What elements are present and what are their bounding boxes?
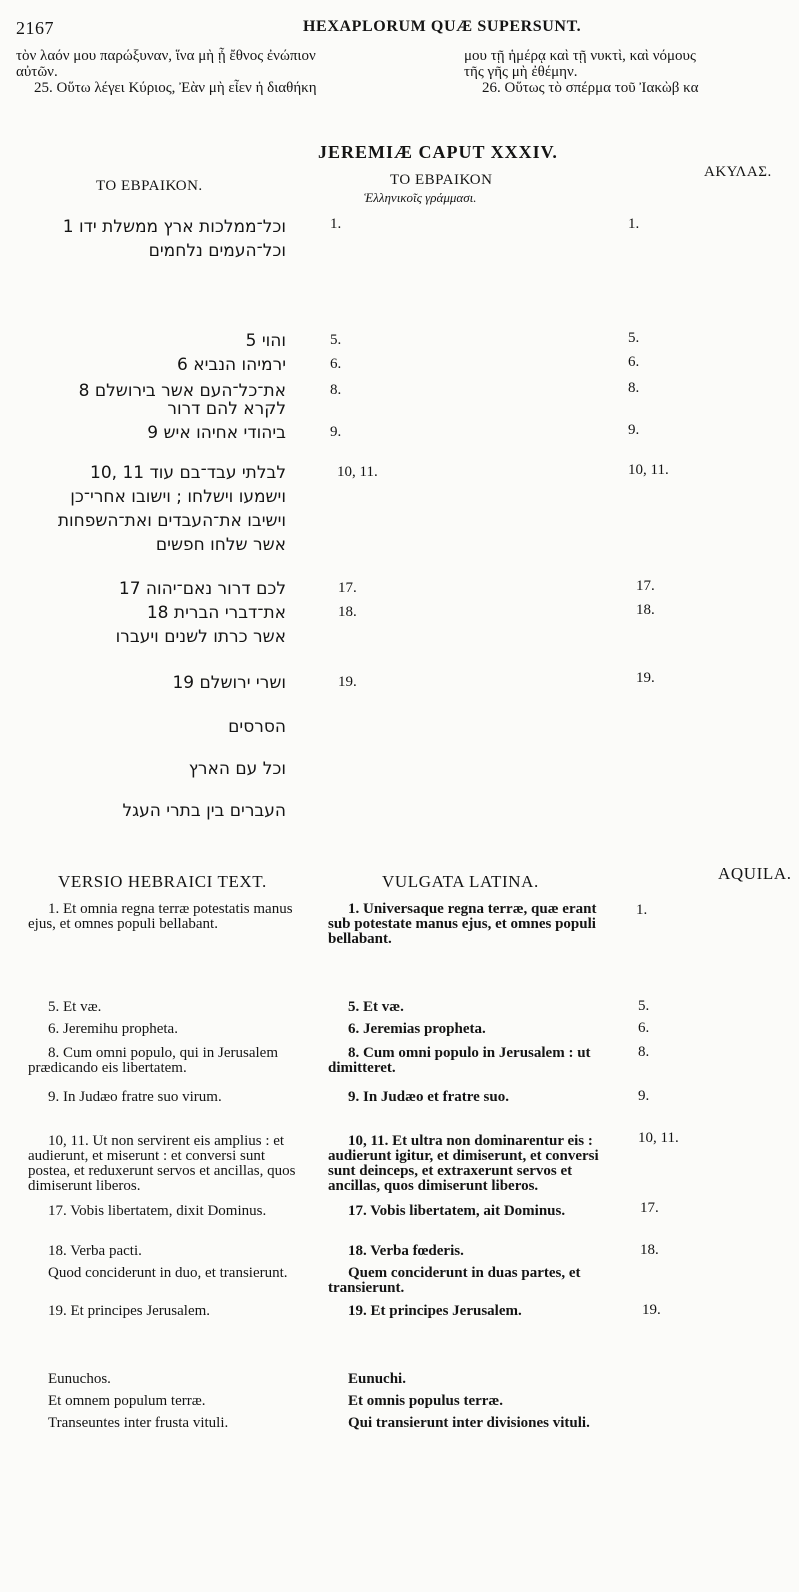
hebrew-line: הסרסים bbox=[228, 717, 286, 737]
greek-right-line-1: μου τῇ ἡμέρᾳ καὶ τῇ νυκτὶ, καὶ νόμους bbox=[464, 48, 696, 64]
hebrew-line: ביהודי אחיהו איש 9 bbox=[147, 423, 286, 443]
col-hebraikon-greek-header: ΤΟ ΕΒΡΑΙΚΟΝ bbox=[390, 172, 493, 188]
verse-number: 18. bbox=[640, 1242, 659, 1258]
vulgata-verse: 5. Et væ. bbox=[348, 999, 404, 1015]
hebrew-line: אשר שלחו חפשים bbox=[155, 535, 286, 555]
running-title: HEXAPLORUM QUÆ SUPERSUNT. bbox=[303, 18, 582, 35]
vulgata-verse: 19. Et principes Jerusalem. bbox=[348, 1303, 522, 1319]
versio-verse: 9. In Judæo fratre suo virum. bbox=[48, 1089, 222, 1105]
verse-number: 17. bbox=[640, 1200, 659, 1216]
hebrew-line: ושרי ירושלם 19 bbox=[172, 673, 286, 693]
hebrew-line: וישיבו את־העבדים ואת־השפחות bbox=[57, 511, 286, 531]
greek-left-line-1: τὸν λαόν μου παρώξυναν, ἵνα μὴ ᾖ ἔθνος ἐνώπιον bbox=[16, 48, 316, 64]
col-aquila-latin-header: AQUILA. bbox=[718, 864, 792, 883]
hebrew-line: והוי 5 bbox=[245, 331, 286, 351]
greek-right-line-3: 26. Οὕτως τὸ σπέρμα τοῦ Ἰακὼβ κα bbox=[482, 80, 699, 96]
verse-number: 10, 11. bbox=[628, 462, 669, 478]
hebrew-line: לכם דרור נאם־יהוה 17 bbox=[118, 579, 286, 599]
page-number: 2167 bbox=[16, 18, 54, 38]
vulgata-verse: Qui transierunt inter divisiones vituli. bbox=[348, 1415, 590, 1431]
vulgata-verse: 10, 11. Et ultra non dominarentur eis : audierunt igitur, et dimiserunt, et conversi sunt deinceps, et extraxerunt servos et ancillas, quos dimiserunt liberos. bbox=[328, 1133, 599, 1194]
versio-verse: Quod conciderunt in duo, et transierunt. bbox=[48, 1265, 288, 1281]
chapter-title: JEREMIÆ CAPUT XXXIV. bbox=[318, 142, 558, 162]
versio-verse: 18. Verba pacti. bbox=[48, 1243, 142, 1259]
verse-number: 5. bbox=[628, 330, 640, 346]
verse-number: 19. bbox=[636, 670, 655, 686]
verse-number: 17. bbox=[636, 578, 655, 594]
verse-number: 18. bbox=[636, 602, 655, 618]
verse-number: 8. bbox=[330, 382, 342, 398]
verse-number: 6. bbox=[638, 1020, 650, 1036]
hebrew-line: העברים בין בתרי העגל bbox=[122, 801, 286, 821]
verse-number: 18. bbox=[338, 604, 357, 620]
verse-number: 5. bbox=[330, 332, 342, 348]
vulgata-verse: 1. Universaque regna terræ, quæ erant sub potestate manus ejus, et omnes populi bellabant. bbox=[328, 901, 597, 947]
verse-number: 6. bbox=[628, 354, 640, 370]
hebrew-line: וכל־העמים נלחמים bbox=[148, 241, 286, 261]
verse-number: 6. bbox=[330, 356, 342, 372]
verse-number: 1. bbox=[330, 216, 342, 232]
col-versio-header: VERSIO HEBRAICI TEXT. bbox=[58, 872, 267, 891]
verse-number: 10, 11. bbox=[337, 464, 378, 480]
vulgata-verse: Et omnis populus terræ. bbox=[348, 1393, 504, 1409]
col-vulgata-header: VULGATA LATINA. bbox=[382, 872, 539, 891]
hebrew-line: אשר כרתו לשנים ויעברו bbox=[115, 627, 286, 647]
vulgata-verse: 8. Cum omni populo in Jerusalem : ut dimitteret. bbox=[328, 1045, 591, 1076]
vulgata-verse: Quem conciderunt in duas partes, et transierunt. bbox=[328, 1265, 581, 1296]
verse-number: 19. bbox=[642, 1302, 661, 1318]
verse-number: 8. bbox=[628, 380, 640, 396]
vulgata-verse: 18. Verba fœderis. bbox=[348, 1243, 464, 1259]
versio-verse: 5. Et væ. bbox=[48, 999, 102, 1015]
versio-verse: 17. Vobis libertatem, dixit Dominus. bbox=[48, 1203, 267, 1219]
hebrew-line: את־דברי הברית 18 bbox=[146, 603, 286, 623]
versio-verse: Eunuchos. bbox=[48, 1371, 111, 1387]
greek-left-line-3: 25. Οὕτω λέγει Κύριος, Ἐὰν μὴ εἶεν ἡ διαθήκη bbox=[34, 80, 317, 96]
verse-number: 8. bbox=[638, 1044, 650, 1060]
verse-number: 9. bbox=[330, 424, 342, 440]
hebrew-line: וכל עם הארץ bbox=[188, 759, 286, 779]
greek-right-line-2: τῆς γῆς μὴ ἐθέμην. bbox=[464, 64, 578, 80]
verse-number: 5. bbox=[638, 998, 650, 1014]
versio-verse: 1. Et omnia regna terræ potestatis manus ejus, et omnes populi bellabant. bbox=[28, 901, 293, 932]
vulgata-verse: 6. Jeremias propheta. bbox=[348, 1021, 486, 1037]
versio-verse: 19. Et principes Jerusalem. bbox=[48, 1303, 211, 1319]
versio-verse: 6. Jeremihu propheta. bbox=[48, 1021, 178, 1037]
hebrew-line: לבלתי עבד־בם עוד 11 ,10 bbox=[90, 463, 286, 483]
hebrew-line: וכל־ממלכות ארץ ממשלת ידו 1 bbox=[62, 217, 286, 237]
vulgata-verse: 9. In Judæo et fratre suo. bbox=[348, 1089, 509, 1105]
verse-number: 1. bbox=[628, 216, 640, 232]
greek-left-line-2: αὐτῶν. bbox=[16, 64, 58, 80]
vulgata-verse: 17. Vobis libertatem, ait Dominus. bbox=[348, 1203, 566, 1219]
verse-number: 17. bbox=[338, 580, 357, 596]
hebrew-line: את־כל־העם אשר בירושלם 8 bbox=[78, 381, 286, 401]
versio-verse: Transeuntes inter frusta vituli. bbox=[48, 1415, 229, 1431]
col-hebraikon-header: ΤΟ ΕΒΡΑΙΚΟΝ. bbox=[96, 178, 203, 194]
verse-number: 9. bbox=[628, 422, 640, 438]
col-hebraikon-greek-subheader: Ἑλληνικοῖς γράμμασι. bbox=[364, 190, 477, 205]
verse-number: 10, 11. bbox=[638, 1130, 679, 1146]
vulgata-verse: Eunuchi. bbox=[348, 1371, 406, 1387]
verse-number: 19. bbox=[338, 674, 357, 690]
verse-number: 1. bbox=[636, 902, 648, 918]
verse-number: 9. bbox=[638, 1088, 650, 1104]
hebrew-line: וישמעו וישלחו ; וישובו אחרי־כן bbox=[70, 487, 286, 507]
versio-verse: 8. Cum omni populo, qui in Jerusalem prædicando eis libertatem. bbox=[28, 1045, 278, 1076]
versio-verse: 10, 11. Ut non servirent eis amplius : et audierunt, et miserunt : et conversi sunt postea, et reduxerunt servos et ancillas, quos dimiserunt liberos. bbox=[28, 1133, 296, 1194]
versio-verse: Et omnem populum terræ. bbox=[48, 1393, 206, 1409]
hebrew-line: ירמיהו הנביא 6 bbox=[176, 355, 286, 375]
hebrew-line: לקרא להם דרור bbox=[167, 399, 286, 419]
col-aquila-greek-header: ΑΚΥΛΑΣ. bbox=[704, 164, 772, 180]
